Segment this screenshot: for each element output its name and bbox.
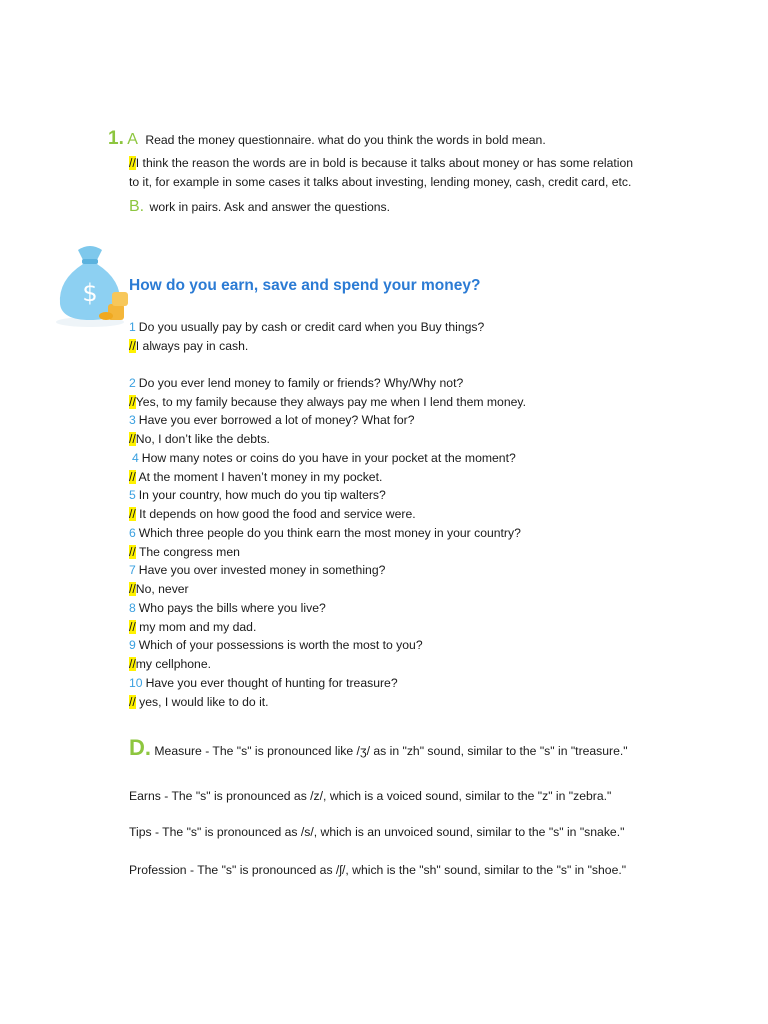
question-row [132,451,516,466]
answer-marker: // [129,339,136,353]
question-text: How many notes or coins do you have in your pocket at the moment? [141,451,516,465]
answer-marker: // [129,695,136,709]
part-a-label: A [127,131,138,148]
answer-1-line-2: to it, for example in some cases it talks about investing, lending money, cash, credit card, etc. [129,175,632,189]
answer-row [129,395,526,410]
question-row [129,320,484,335]
answer-marker: // [129,395,136,409]
part-b-text: work in pairs. Ask and answer the questions. [149,200,391,214]
answer-text: Yes, to my family because they always pay me when I lend them money. [135,395,526,409]
svg-text:$: $ [82,279,98,307]
answer-row [129,545,240,560]
answer-text: No, never [135,582,189,596]
answer-1-line-1 [129,156,633,171]
question-number: 7 [129,563,136,577]
question-row [129,563,385,578]
answer-row [129,695,269,710]
answer-marker: // [129,582,136,596]
answer-text: At the moment I haven’t money in my pocket. [135,470,383,484]
question-number: 10 [129,676,143,690]
question-number: 1 [129,320,136,334]
question-number: 3 [129,413,136,427]
pronunciation-line: Profession - The "s" is pronounced as /ʃ/, which is the "sh" sound, similar to the "s" in "shoe." [129,863,627,877]
answer-marker: // [129,545,136,559]
question-text: In your country, how much do you tip walters? [138,488,386,502]
answer-text: I always pay in cash. [135,339,249,353]
answer-text: No, I don’t like the debts. [135,432,270,446]
question-text: Which of your possessions is worth the most to you? [138,638,423,652]
question-row [129,526,521,541]
question-text: Who pays the bills where you live? [138,601,326,615]
question-row [129,413,415,428]
pronunciation-line: Measure - The "s" is pronounced like /ʒ/ as in "zh" sound, similar to the "s" in "treasure." [154,744,628,758]
answer-row [129,432,270,447]
answer-row [129,582,189,597]
question-number: 8 [129,601,136,615]
answer-text: yes, I would like to do it. [135,695,269,709]
answer-text: The congress men [135,545,240,559]
section-1-b [129,199,390,215]
section-d-line-1 [129,735,628,760]
section-1-a [108,128,546,149]
answer-marker: // [129,507,136,521]
answer-text: my mom and my dad. [135,620,257,634]
money-bag-icon [50,238,130,328]
section-number: 1. [108,128,124,149]
question-text: Have you ever borrowed a lot of money? What for? [138,413,415,427]
question-row [129,676,398,691]
question-number: 5 [129,488,136,502]
question-row [129,376,463,391]
answer-row [129,470,382,485]
question-text: Have you over invested money in something? [138,563,386,577]
question-number: 2 [129,376,136,390]
question-text: Which three people do you think earn the most money in your country? [138,526,521,540]
answer-row [129,339,248,354]
question-number: 4 [132,451,139,465]
answer-marker: // [129,657,136,671]
part-a-text: Read the money questionnaire. what do you think the words in bold mean. [145,133,546,147]
pronunciation-line: Tips - The "s" is pronounced as /s/, which is an unvoiced sound, similar to the "s" in "snake." [129,825,625,839]
question-text: Do you ever lend money to family or friends? Why/Why not? [138,376,464,390]
answer-row [129,507,416,522]
section-d-label: D. [129,735,151,760]
question-row [129,601,326,616]
question-text: Have you ever thought of hunting for treasure? [145,676,398,690]
question-number: 9 [129,638,136,652]
answer-row [129,657,211,672]
pronunciation-line: Earns - The "s" is pronounced as /z/, which is a voiced sound, similar to the "z" in "zebra." [129,789,612,803]
part-b-label: B. [129,198,145,215]
answer-text: my cellphone. [135,657,211,671]
question-row [129,638,423,653]
question-row [129,488,386,503]
page-heading: How do you earn, save and spend your money? [129,277,481,294]
answer-row [129,620,256,635]
answer-marker: // [129,470,136,484]
answer-text: I think the reason the words are in bold is because it talks about money or has some relation [135,156,634,170]
answer-marker: // [129,620,136,634]
question-text: Do you usually pay by cash or credit card when you Buy things? [138,320,485,334]
answer-marker: // [129,432,136,446]
answer-text: It depends on how good the food and service were. [135,507,416,521]
question-number: 6 [129,526,136,540]
answer-marker: // [129,156,136,170]
